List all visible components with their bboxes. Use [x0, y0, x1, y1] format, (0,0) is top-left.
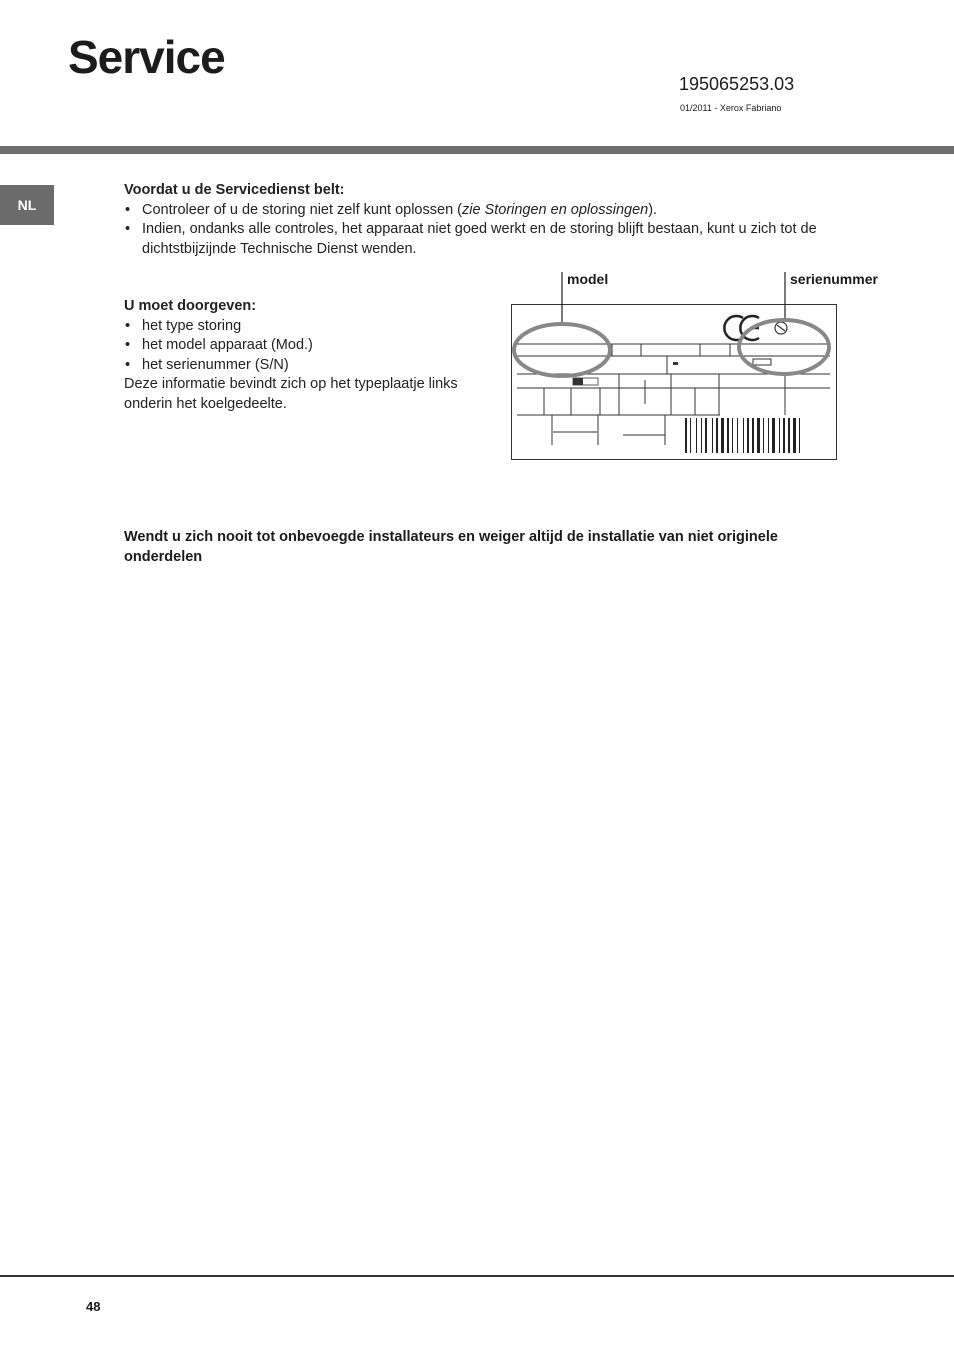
footer-rule — [0, 1275, 954, 1277]
document-meta: 01/2011 - Xerox Fabriano — [680, 103, 782, 113]
must-provide-section — [124, 297, 494, 414]
before-call-section — [124, 181, 884, 259]
serial-callout-label: serienummer — [790, 271, 878, 287]
list-item: • het type storing — [124, 317, 494, 337]
must-provide-list — [124, 317, 494, 376]
language-tab-label: NL — [17, 197, 37, 213]
warning-notice: Wendt u zich nooit tot onbevoegde installateurs en weiger altijd de installatie van niet originele onderdelen — [124, 529, 778, 565]
cross-reference: zie Storingen en oplossingen — [461, 201, 649, 218]
must-provide-heading: U moet doorgeven: — [124, 298, 257, 314]
before-call-heading: Voordat u de Servicedienst belt: — [124, 182, 345, 198]
plate-outline — [512, 305, 837, 460]
document-number: 195065253.03 — [679, 74, 795, 94]
model-highlight-ellipse — [514, 324, 610, 376]
before-call-list — [124, 201, 884, 260]
language-tab — [0, 185, 54, 225]
list-item: • Indien, ondanks alle controles, het apparaat niet goed werkt en de storing blijft bestaan, kunt u zich tot de dichtstbijzijnde Technische Dienst wenden. — [124, 220, 884, 259]
certification-symbol-icon — [775, 322, 787, 334]
rating-plate-diagram — [505, 270, 845, 465]
page-title: Service — [68, 31, 225, 83]
list-item: • het serienummer (S/N) — [124, 356, 494, 376]
page-number: 48 — [86, 1299, 101, 1314]
serial-highlight-ellipse — [739, 320, 829, 374]
list-item: • Controleer of u de storing niet zelf kunt oplossen (zie Storingen en oplossingen). — [124, 201, 884, 221]
list-item: • het model apparaat (Mod.) — [124, 336, 494, 356]
barcode — [685, 418, 800, 453]
model-callout-label: model — [567, 271, 609, 287]
must-provide-note: Deze informatie bevindt zich op het typeplaatje links onderin het koelgedeelte. — [124, 376, 458, 412]
header-bar — [0, 146, 954, 154]
small-appliance-icon — [753, 359, 771, 365]
